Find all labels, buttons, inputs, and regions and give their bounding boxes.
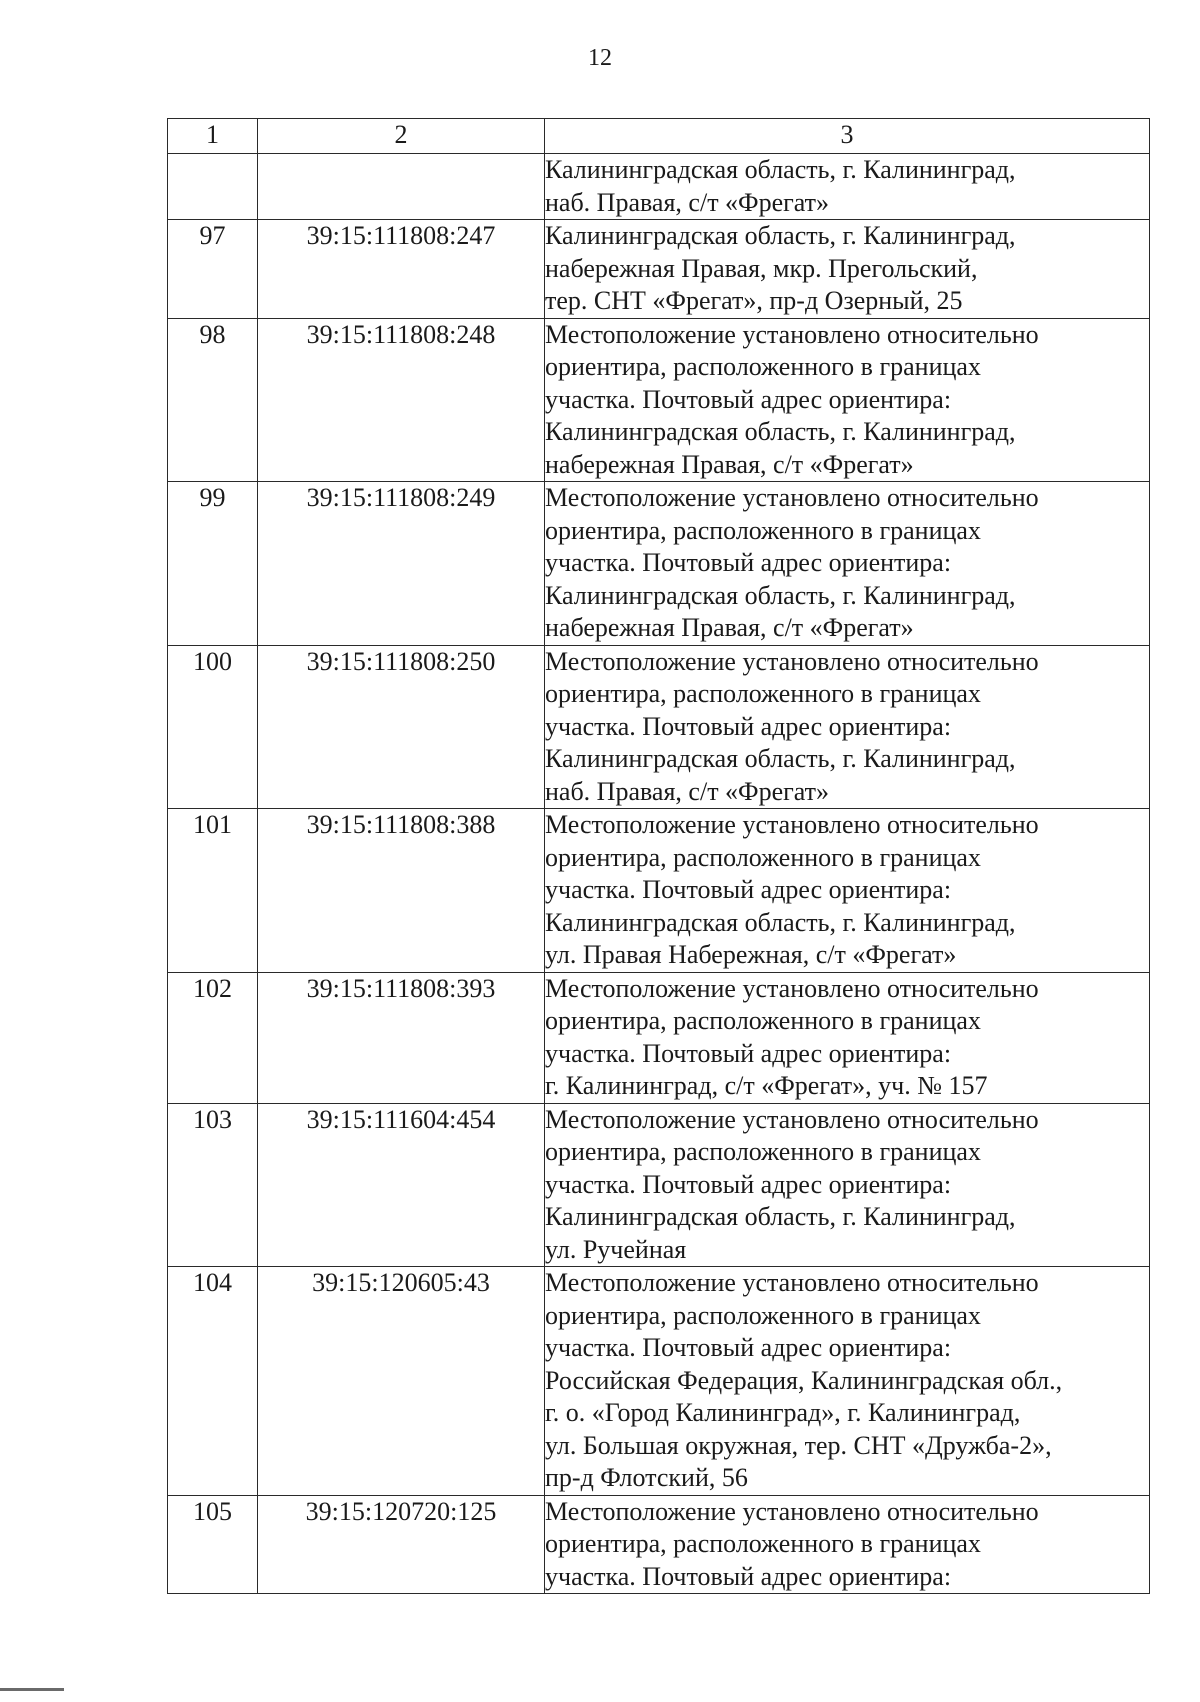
row-number-cell	[168, 154, 258, 220]
row-number-cell: 99	[168, 482, 258, 646]
address-line: набережная Правая, с/т «Фрегат»	[545, 449, 914, 479]
address-line: наб. Правая, с/т «Фрегат»	[545, 187, 830, 217]
table-row	[168, 318, 1150, 482]
address-line: Местоположение установлено относительно	[545, 810, 1039, 839]
table-row	[168, 154, 1150, 220]
address-line: тер. СНТ «Фрегат», пр-д Озерный, 25	[545, 286, 963, 315]
cadastral-number-cell: 39:15:120605:43	[258, 1267, 545, 1496]
row-number-cell: 98	[168, 318, 258, 482]
address-cell	[545, 220, 1150, 319]
address-line: наб. Правая, с/т «Фрегат»	[545, 776, 830, 806]
table-row	[168, 220, 1150, 319]
header-cell-3: 3	[545, 119, 1150, 154]
cadastral-number-cell: 39:15:111808:248	[258, 318, 545, 482]
address-cell	[545, 972, 1150, 1103]
table-row	[168, 1267, 1150, 1496]
address-line: ориентира, расположенного в границах	[545, 842, 981, 872]
table-row	[168, 645, 1150, 809]
address-line: Местоположение установлено относительно	[545, 1104, 1039, 1134]
cadastral-number-cell	[258, 154, 545, 220]
address-line: участка. Почтовый адрес ориентира:	[545, 1169, 952, 1199]
address-line: ориентира, расположенного в границах	[545, 1529, 981, 1558]
table-row	[168, 482, 1150, 646]
row-number-cell: 100	[168, 645, 258, 809]
address-cell	[545, 318, 1150, 482]
address-cell	[545, 1495, 1150, 1594]
table-row	[168, 1495, 1150, 1594]
table-row	[168, 1103, 1150, 1267]
row-number-cell: 101	[168, 809, 258, 973]
cadastral-number-cell: 39:15:111808:247	[258, 220, 545, 319]
address-line: Местоположение установлено относительно	[545, 483, 1039, 512]
address-line: участка. Почтовый адрес ориентира:	[545, 1333, 952, 1362]
address-line: набережная Правая, с/т «Фрегат»	[545, 613, 914, 642]
address-line: г. о. «Город Калининград», г. Калининград,	[545, 1398, 1021, 1427]
address-line: ориентира, расположенного в границах	[545, 1300, 981, 1330]
scan-edge-mark	[0, 1688, 64, 1691]
address-cell	[545, 809, 1150, 973]
address-line: ориентира, расположенного в границах	[545, 1137, 981, 1166]
table-row	[168, 972, 1150, 1103]
address-line: участка. Почтовый адрес ориентира:	[545, 384, 952, 414]
address-line: Российская Федерация, Калининградская обл.,	[545, 1365, 1063, 1395]
address-line: участка. Почтовый адрес ориентира:	[545, 548, 952, 577]
header-cell-1: 1	[168, 119, 258, 154]
page-number: 12	[588, 45, 612, 71]
address-cell	[545, 482, 1150, 646]
address-line: ориентира, расположенного в границах	[545, 352, 981, 381]
address-line: участка. Почтовый адрес ориентира:	[545, 1561, 952, 1591]
address-cell	[545, 1267, 1150, 1496]
parcels-table	[167, 118, 1150, 1594]
address-line: набережная Правая, мкр. Прегольский,	[545, 253, 978, 283]
address-line: ориентира, расположенного в границах	[545, 515, 981, 545]
address-line: участка. Почтовый адрес ориентира:	[545, 711, 952, 741]
cadastral-number-cell: 39:15:111808:249	[258, 482, 545, 646]
table-row	[168, 809, 1150, 973]
cadastral-number-cell: 39:15:111604:454	[258, 1103, 545, 1267]
table-body	[168, 119, 1150, 1594]
address-line: Местоположение установлено относительно	[545, 1268, 1039, 1297]
address-cell	[545, 1103, 1150, 1267]
row-number-cell: 105	[168, 1495, 258, 1594]
address-line: участка. Почтовый адрес ориентира:	[545, 875, 952, 904]
cadastral-number-cell: 39:15:111808:388	[258, 809, 545, 973]
address-line: Калининградская область, г. Калининград,	[545, 744, 1016, 773]
address-line: ул. Ручейная	[545, 1234, 687, 1264]
address-line: ул. Большая окружная, тер. СНТ «Дружба-2»,	[545, 1430, 1052, 1460]
address-line: Местоположение установлено относительно	[545, 1496, 1039, 1526]
table-header-row	[168, 119, 1150, 154]
address-line: г. Калининград, с/т «Фрегат», уч. № 157	[545, 1071, 988, 1100]
cadastral-number-cell: 39:15:111808:393	[258, 972, 545, 1103]
cadastral-number-cell: 39:15:111808:250	[258, 645, 545, 809]
address-line: пр-д Флотский, 56	[545, 1463, 748, 1492]
address-line: ориентира, расположенного в границах	[545, 679, 981, 708]
address-line: Местоположение установлено относительно	[545, 319, 1039, 349]
row-number-cell: 102	[168, 972, 258, 1103]
address-line: Калининградская область, г. Калининград,	[545, 907, 1016, 937]
address-line: Калининградская область, г. Калининград,	[545, 1202, 1016, 1231]
address-line: Калининградская область, г. Калининград,	[545, 221, 1016, 250]
cadastral-number-cell: 39:15:120720:125	[258, 1495, 545, 1594]
address-cell	[545, 154, 1150, 220]
address-cell	[545, 645, 1150, 809]
address-line: Калининградская область, г. Калининград,	[545, 580, 1016, 610]
row-number-cell: 103	[168, 1103, 258, 1267]
address-line: Местоположение установлено относительно	[545, 973, 1039, 1003]
address-line: Местоположение установлено относительно	[545, 646, 1039, 676]
address-line: Калининградская область, г. Калининград,	[545, 155, 1016, 184]
row-number-cell: 97	[168, 220, 258, 319]
address-line: ориентира, расположенного в границах	[545, 1006, 981, 1035]
address-line: участка. Почтовый адрес ориентира:	[545, 1038, 952, 1068]
address-line: Калининградская область, г. Калининград,	[545, 417, 1016, 446]
header-cell-2: 2	[258, 119, 545, 154]
row-number-cell: 104	[168, 1267, 258, 1496]
address-line: ул. Правая Набережная, с/т «Фрегат»	[545, 940, 957, 969]
